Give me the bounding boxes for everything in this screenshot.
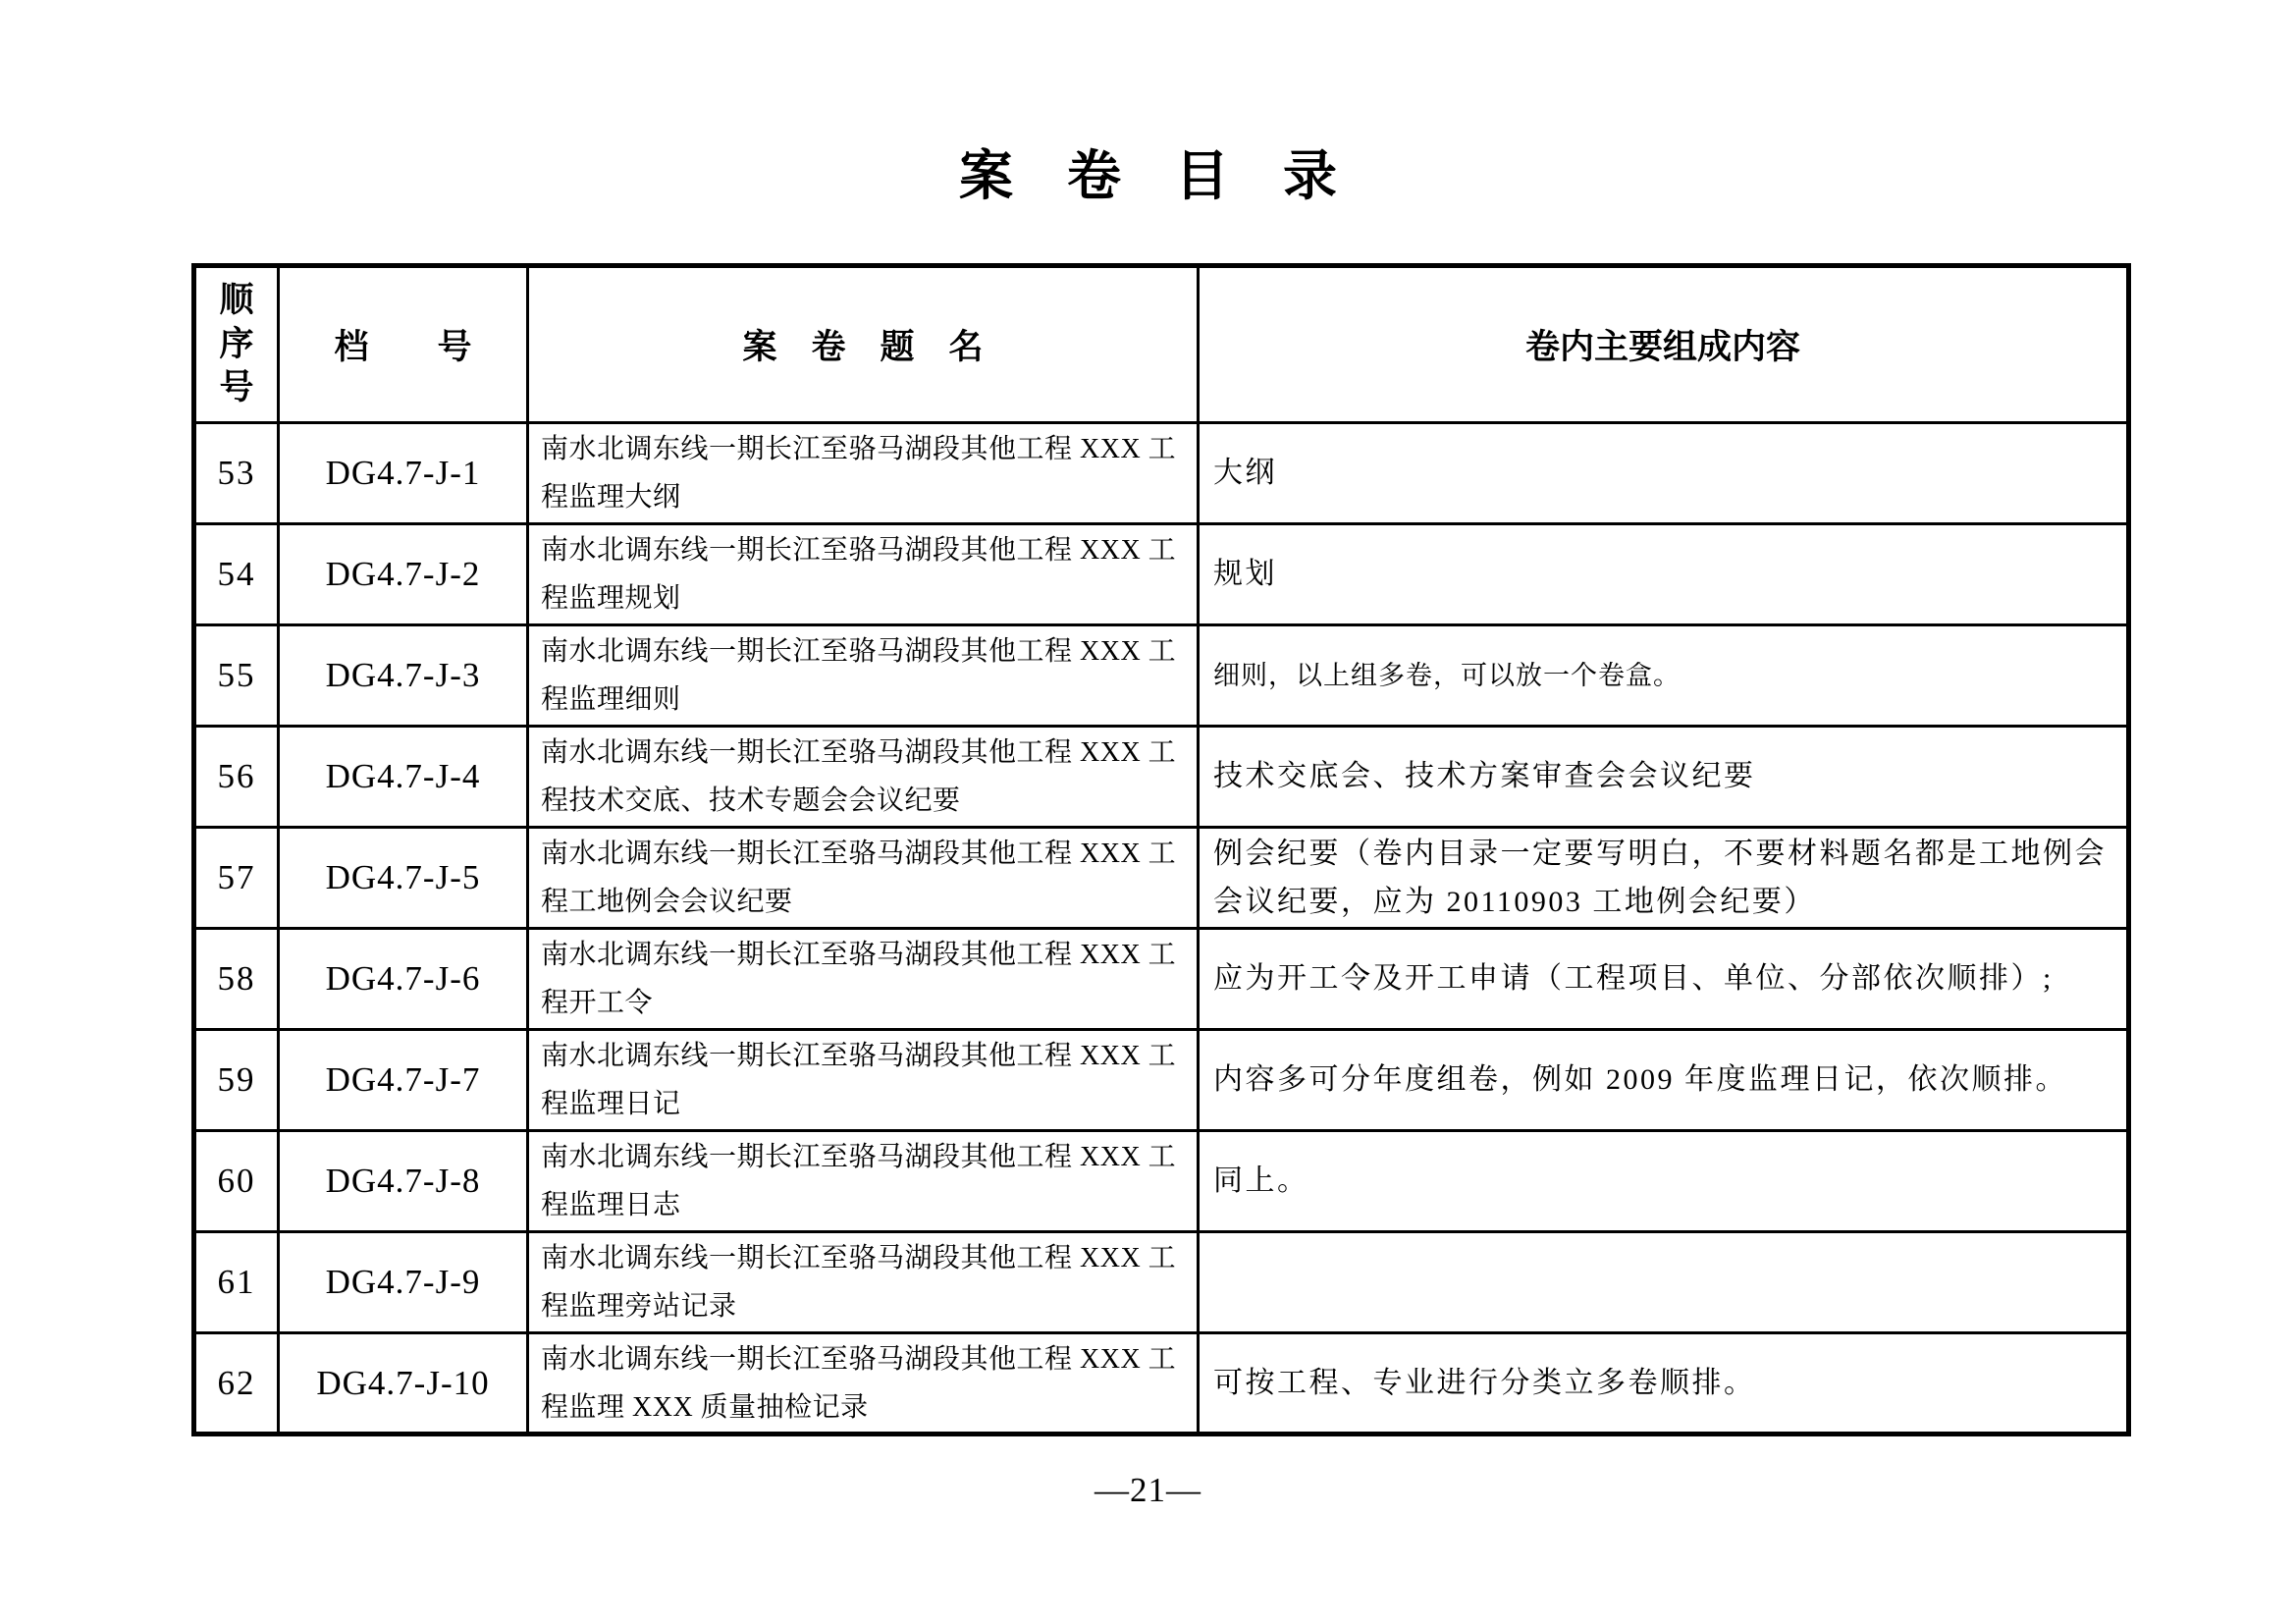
title-cell: 南水北调东线一期长江至骆马湖段其他工程 XXX 工程工地例会会议纪要 xyxy=(528,828,1199,929)
header-seq-no xyxy=(194,266,279,423)
seq-cell: 55 xyxy=(194,625,279,727)
header-main-contents: 卷内主要组成内容 xyxy=(1199,266,2129,423)
page-title: 案 卷 目 录 xyxy=(958,144,1337,207)
seq-cell: 61 xyxy=(194,1232,279,1333)
seq-cell: 60 xyxy=(194,1131,279,1232)
content-cell: 可按工程、专业进行分类立多卷顺排。 xyxy=(1199,1333,2129,1435)
content-cell: 例会纪要（卷内目录一定要写明白，不要材料题名都是工地例会会议纪要，应为 20110903 工地例会纪要） xyxy=(1199,828,2129,929)
file-no-cell: DG4.7-J-8 xyxy=(279,1131,528,1232)
seq-cell: 62 xyxy=(194,1333,279,1435)
title-cell: 南水北调东线一期长江至骆马湖段其他工程 XXX 工程监理 XXX 质量抽检记录 xyxy=(528,1333,1199,1435)
title-cell: 南水北调东线一期长江至骆马湖段其他工程 XXX 工程技术交底、技术专题会会议纪要 xyxy=(528,727,1199,828)
table-header-row xyxy=(194,266,2129,423)
content-cell: 细则，以上组多卷，可以放一个卷盒。 xyxy=(1199,625,2129,727)
title-cell: 南水北调东线一期长江至骆马湖段其他工程 XXX 工程监理大纲 xyxy=(528,423,1199,524)
content-cell: 同上。 xyxy=(1199,1131,2129,1232)
file-no-cell: DG4.7-J-9 xyxy=(279,1232,528,1333)
table-row xyxy=(194,1131,2129,1232)
seq-cell: 57 xyxy=(194,828,279,929)
table-row xyxy=(194,423,2129,524)
archive-catalog-table xyxy=(191,263,2131,1436)
file-no-cell: DG4.7-J-10 xyxy=(279,1333,528,1435)
file-no-cell: DG4.7-J-5 xyxy=(279,828,528,929)
title-cell: 南水北调东线一期长江至骆马湖段其他工程 XXX 工程监理细则 xyxy=(528,625,1199,727)
content-cell xyxy=(1199,1232,2129,1333)
file-no-cell: DG4.7-J-1 xyxy=(279,423,528,524)
file-no-cell: DG4.7-J-7 xyxy=(279,1030,528,1131)
title-cell: 南水北调东线一期长江至骆马湖段其他工程 XXX 工程监理规划 xyxy=(528,524,1199,625)
file-no-cell: DG4.7-J-4 xyxy=(279,727,528,828)
header-file-no: 档 号 xyxy=(279,266,528,423)
title-cell: 南水北调东线一期长江至骆马湖段其他工程 XXX 工程开工令 xyxy=(528,929,1199,1030)
seq-cell: 59 xyxy=(194,1030,279,1131)
seq-cell: 56 xyxy=(194,727,279,828)
content-cell: 技术交底会、技术方案审查会会议纪要 xyxy=(1199,727,2129,828)
content-cell: 内容多可分年度组卷，例如 2009 年度监理日记，依次顺排。 xyxy=(1199,1030,2129,1131)
table-row xyxy=(194,1232,2129,1333)
file-no-cell: DG4.7-J-6 xyxy=(279,929,528,1030)
title-cell: 南水北调东线一期长江至骆马湖段其他工程 XXX 工程监理日志 xyxy=(528,1131,1199,1232)
content-cell: 大纲 xyxy=(1199,423,2129,524)
table-row xyxy=(194,524,2129,625)
table-row xyxy=(194,1030,2129,1131)
table-row xyxy=(194,929,2129,1030)
file-no-cell: DG4.7-J-3 xyxy=(279,625,528,727)
seq-cell: 54 xyxy=(194,524,279,625)
table-row xyxy=(194,727,2129,828)
content-cell: 应为开工令及开工申请（工程项目、单位、分部依次顺排）; xyxy=(1199,929,2129,1030)
content-cell: 规划 xyxy=(1199,524,2129,625)
title-cell: 南水北调东线一期长江至骆马湖段其他工程 XXX 工程监理旁站记录 xyxy=(528,1232,1199,1333)
header-volume-title: 案 卷 题 名 xyxy=(528,266,1199,423)
page-number: —21— xyxy=(1095,1471,1201,1509)
file-no-cell: DG4.7-J-2 xyxy=(279,524,528,625)
seq-cell: 58 xyxy=(194,929,279,1030)
table-row xyxy=(194,625,2129,727)
seq-cell: 53 xyxy=(194,423,279,524)
header-seq-no-label: 顺序号 xyxy=(219,280,254,407)
table-row xyxy=(194,1333,2129,1435)
title-cell: 南水北调东线一期长江至骆马湖段其他工程 XXX 工程监理日记 xyxy=(528,1030,1199,1131)
table-row xyxy=(194,828,2129,929)
